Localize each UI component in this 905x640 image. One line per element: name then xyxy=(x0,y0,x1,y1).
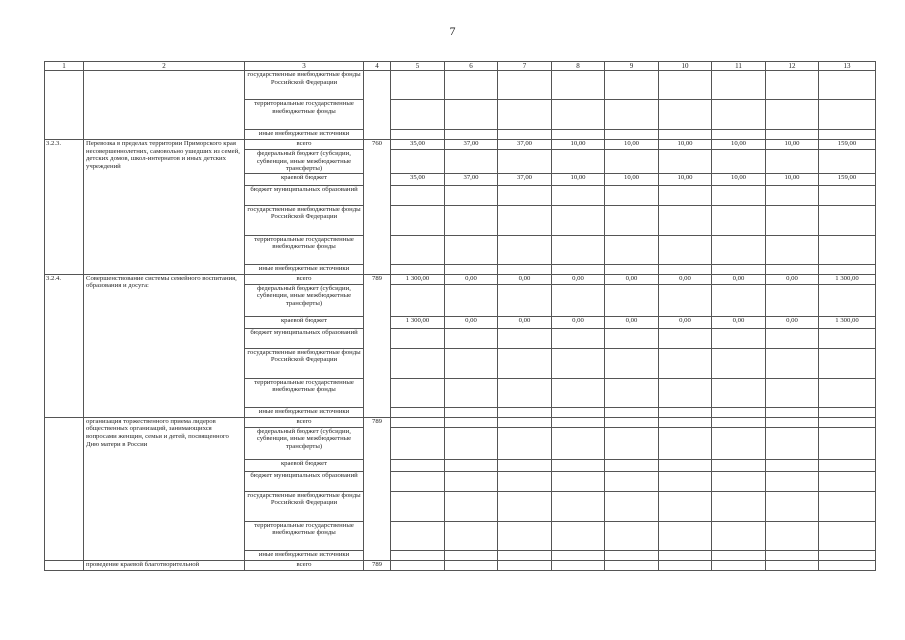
amount-cell xyxy=(445,427,498,459)
amount-cell: 10,00 xyxy=(552,173,605,185)
column-header-row xyxy=(45,62,876,71)
amount-cell xyxy=(712,185,766,205)
amount-cell xyxy=(819,550,876,560)
column-header: 13 xyxy=(819,62,876,71)
amount-cell xyxy=(712,264,766,274)
amount-cell xyxy=(819,407,876,417)
amount-cell: 0,00 xyxy=(659,274,712,284)
column-header: 6 xyxy=(445,62,498,71)
amount-cell xyxy=(445,417,498,427)
amount-cell: 37,00 xyxy=(445,140,498,150)
funding-source-cell: государственные внебюджетные фонды Российской Федерации xyxy=(245,348,364,378)
amount-cell xyxy=(445,407,498,417)
amount-cell xyxy=(766,328,819,348)
amount-cell xyxy=(659,264,712,274)
amount-cell: 0,00 xyxy=(605,274,659,284)
amount-cell xyxy=(498,417,552,427)
amount-cell xyxy=(498,235,552,264)
amount-cell xyxy=(605,185,659,205)
amount-cell xyxy=(391,407,445,417)
amount-cell xyxy=(766,521,819,550)
item-number-cell: 3.2.3. xyxy=(45,140,84,275)
amount-cell: 0,00 xyxy=(445,316,498,328)
amount-cell xyxy=(552,521,605,550)
amount-cell xyxy=(819,560,876,570)
amount-cell xyxy=(445,348,498,378)
amount-cell xyxy=(391,235,445,264)
funding-source-cell: всего xyxy=(245,140,364,150)
amount-cell xyxy=(819,348,876,378)
amount-cell: 10,00 xyxy=(659,173,712,185)
amount-cell xyxy=(445,328,498,348)
amount-cell xyxy=(445,150,498,174)
amount-cell xyxy=(391,328,445,348)
amount-cell xyxy=(498,560,552,570)
amount-cell xyxy=(766,560,819,570)
amount-cell xyxy=(391,71,445,100)
amount-cell xyxy=(498,130,552,140)
amount-cell xyxy=(445,185,498,205)
amount-cell xyxy=(659,550,712,560)
amount-cell xyxy=(498,100,552,130)
amount-cell xyxy=(552,284,605,316)
amount-cell xyxy=(445,235,498,264)
amount-cell xyxy=(552,560,605,570)
amount-cell xyxy=(391,471,445,491)
item-number-cell: 3.2.4. xyxy=(45,274,84,417)
amount-cell xyxy=(819,459,876,471)
amount-cell xyxy=(819,328,876,348)
amount-cell xyxy=(819,185,876,205)
table-row xyxy=(45,71,876,100)
amount-cell xyxy=(391,348,445,378)
amount-cell: 159,00 xyxy=(819,173,876,185)
amount-cell xyxy=(498,185,552,205)
amount-cell xyxy=(445,130,498,140)
amount-cell: 10,00 xyxy=(712,173,766,185)
item-number-cell xyxy=(45,560,84,570)
amount-cell xyxy=(712,407,766,417)
column-header: 4 xyxy=(364,62,391,71)
funding-source-cell: федеральный бюджет (субсидии, субвенции, иные межбюджетные трансферты) xyxy=(245,427,364,459)
funding-source-cell: иные внебюджетные источники xyxy=(245,130,364,140)
amount-cell xyxy=(659,407,712,417)
amount-cell xyxy=(498,459,552,471)
amount-cell xyxy=(712,427,766,459)
column-header: 8 xyxy=(552,62,605,71)
amount-cell xyxy=(819,71,876,100)
amount-cell xyxy=(819,130,876,140)
amount-cell xyxy=(498,71,552,100)
table-row xyxy=(45,140,876,150)
amount-cell xyxy=(766,348,819,378)
amount-cell xyxy=(659,491,712,521)
amount-cell xyxy=(712,550,766,560)
amount-cell xyxy=(819,417,876,427)
amount-cell xyxy=(391,264,445,274)
amount-cell xyxy=(391,550,445,560)
amount-cell: 0,00 xyxy=(766,274,819,284)
executor-code-cell xyxy=(364,71,391,140)
funding-source-cell: краевой бюджет xyxy=(245,459,364,471)
funding-source-cell: краевой бюджет xyxy=(245,316,364,328)
table-row xyxy=(45,417,876,427)
activity-name-cell: Перевозка в пределах территории Приморского края несовершеннолетних, самовольно ушедших из семей, детских домов, школ-интернатов и иных детских учреждений xyxy=(84,140,245,275)
amount-cell xyxy=(605,378,659,407)
amount-cell xyxy=(659,427,712,459)
amount-cell xyxy=(445,491,498,521)
amount-cell xyxy=(659,235,712,264)
amount-cell xyxy=(712,150,766,174)
amount-cell xyxy=(445,71,498,100)
amount-cell xyxy=(445,100,498,130)
amount-cell xyxy=(445,264,498,274)
amount-cell xyxy=(819,235,876,264)
amount-cell xyxy=(712,459,766,471)
amount-cell xyxy=(819,264,876,274)
amount-cell xyxy=(391,185,445,205)
amount-cell xyxy=(391,491,445,521)
amount-cell: 37,00 xyxy=(498,140,552,150)
amount-cell xyxy=(391,459,445,471)
amount-cell xyxy=(391,427,445,459)
amount-cell: 10,00 xyxy=(605,140,659,150)
amount-cell xyxy=(498,328,552,348)
amount-cell xyxy=(659,205,712,235)
amount-cell xyxy=(659,471,712,491)
amount-cell xyxy=(605,100,659,130)
amount-cell xyxy=(605,264,659,274)
amount-cell: 0,00 xyxy=(445,274,498,284)
funding-source-cell: бюджет муниципальных образований xyxy=(245,471,364,491)
funding-source-cell: территориальные государственные внебюджетные фонды xyxy=(245,235,364,264)
funding-source-cell: государственные внебюджетные фонды Российской Федерации xyxy=(245,491,364,521)
amount-cell xyxy=(766,417,819,427)
amount-cell xyxy=(552,427,605,459)
amount-cell xyxy=(659,284,712,316)
amount-cell xyxy=(498,264,552,274)
amount-cell: 1 300,00 xyxy=(391,316,445,328)
amount-cell xyxy=(766,378,819,407)
amount-cell xyxy=(498,521,552,550)
amount-cell xyxy=(498,284,552,316)
amount-cell xyxy=(712,348,766,378)
column-header: 10 xyxy=(659,62,712,71)
amount-cell xyxy=(766,284,819,316)
amount-cell xyxy=(766,130,819,140)
column-header: 3 xyxy=(245,62,364,71)
amount-cell xyxy=(712,284,766,316)
amount-cell: 0,00 xyxy=(659,316,712,328)
amount-cell xyxy=(391,560,445,570)
amount-cell xyxy=(819,150,876,174)
column-header: 12 xyxy=(766,62,819,71)
amount-cell xyxy=(712,471,766,491)
amount-cell xyxy=(605,471,659,491)
amount-cell xyxy=(391,417,445,427)
amount-cell xyxy=(605,150,659,174)
amount-cell xyxy=(391,150,445,174)
amount-cell xyxy=(712,417,766,427)
amount-cell xyxy=(605,550,659,560)
amount-cell xyxy=(552,491,605,521)
amount-cell xyxy=(605,235,659,264)
amount-cell: 10,00 xyxy=(552,140,605,150)
amount-cell xyxy=(391,521,445,550)
amount-cell xyxy=(605,491,659,521)
amount-cell xyxy=(552,459,605,471)
funding-source-cell: территориальные государственные внебюджетные фонды xyxy=(245,378,364,407)
amount-cell xyxy=(766,100,819,130)
column-header: 1 xyxy=(45,62,84,71)
activity-name-cell xyxy=(84,71,245,140)
amount-cell xyxy=(605,459,659,471)
amount-cell xyxy=(659,328,712,348)
activity-name-cell: проведение краевой благотворительной xyxy=(84,560,245,570)
amount-cell: 0,00 xyxy=(712,274,766,284)
amount-cell xyxy=(552,328,605,348)
amount-cell: 10,00 xyxy=(605,173,659,185)
amount-cell xyxy=(659,150,712,174)
funding-source-cell: бюджет муниципальных образований xyxy=(245,328,364,348)
amount-cell: 10,00 xyxy=(766,173,819,185)
item-number-cell xyxy=(45,417,84,560)
amount-cell xyxy=(498,491,552,521)
amount-cell xyxy=(712,205,766,235)
amount-cell xyxy=(766,491,819,521)
amount-cell xyxy=(766,407,819,417)
amount-cell xyxy=(605,71,659,100)
funding-source-cell: краевой бюджет xyxy=(245,173,364,185)
amount-cell xyxy=(552,378,605,407)
amount-cell: 0,00 xyxy=(498,316,552,328)
amount-cell xyxy=(445,459,498,471)
amount-cell xyxy=(498,471,552,491)
amount-cell xyxy=(766,427,819,459)
amount-cell xyxy=(391,100,445,130)
amount-cell xyxy=(552,71,605,100)
activity-name-cell: организация торжественного приема лидеров общественных организаций, занимающихся вопросами женщин, семьи и детей, посвященного Дню матери в России xyxy=(84,417,245,560)
amount-cell xyxy=(659,348,712,378)
amount-cell xyxy=(819,205,876,235)
amount-cell xyxy=(552,471,605,491)
amount-cell xyxy=(712,378,766,407)
amount-cell: 10,00 xyxy=(712,140,766,150)
funding-source-cell: бюджет муниципальных образований xyxy=(245,185,364,205)
page-number: 7 xyxy=(449,24,456,38)
amount-cell xyxy=(552,407,605,417)
funding-source-cell: всего xyxy=(245,274,364,284)
amount-cell: 35,00 xyxy=(391,140,445,150)
funding-source-cell: территориальные государственные внебюджетные фонды xyxy=(245,100,364,130)
amount-cell xyxy=(712,71,766,100)
amount-cell xyxy=(391,284,445,316)
amount-cell xyxy=(391,130,445,140)
table-row xyxy=(45,274,876,284)
column-header: 11 xyxy=(712,62,766,71)
amount-cell: 37,00 xyxy=(445,173,498,185)
amount-cell xyxy=(445,550,498,560)
amount-cell xyxy=(605,130,659,140)
amount-cell xyxy=(712,491,766,521)
amount-cell xyxy=(712,235,766,264)
amount-cell: 1 300,00 xyxy=(819,316,876,328)
amount-cell xyxy=(605,348,659,378)
amount-cell xyxy=(712,560,766,570)
amount-cell xyxy=(605,427,659,459)
amount-cell xyxy=(659,560,712,570)
amount-cell xyxy=(445,378,498,407)
item-number-cell xyxy=(45,71,84,140)
amount-cell xyxy=(498,550,552,560)
amount-cell xyxy=(552,100,605,130)
amount-cell xyxy=(766,185,819,205)
amount-cell xyxy=(498,378,552,407)
amount-cell xyxy=(552,235,605,264)
amount-cell xyxy=(659,459,712,471)
amount-cell xyxy=(819,521,876,550)
column-header: 5 xyxy=(391,62,445,71)
amount-cell xyxy=(605,521,659,550)
funding-source-cell: территориальные государственные внебюджетные фонды xyxy=(245,521,364,550)
amount-cell xyxy=(712,130,766,140)
amount-cell xyxy=(445,521,498,550)
funding-source-cell: всего xyxy=(245,417,364,427)
amount-cell xyxy=(605,205,659,235)
amount-cell xyxy=(659,185,712,205)
amount-cell: 1 300,00 xyxy=(819,274,876,284)
funding-source-cell: иные внебюджетные источники xyxy=(245,264,364,274)
amount-cell: 0,00 xyxy=(498,274,552,284)
amount-cell xyxy=(552,348,605,378)
column-header: 7 xyxy=(498,62,552,71)
amount-cell xyxy=(445,471,498,491)
funding-source-cell: федеральный бюджет (субсидии, субвенции, иные межбюджетные трансферты) xyxy=(245,150,364,174)
amount-cell xyxy=(659,521,712,550)
amount-cell xyxy=(552,417,605,427)
amount-cell xyxy=(498,150,552,174)
amount-cell: 35,00 xyxy=(391,173,445,185)
amount-cell xyxy=(766,235,819,264)
executor-code-cell: 789 xyxy=(364,274,391,417)
amount-cell xyxy=(766,150,819,174)
funding-source-cell: всего xyxy=(245,560,364,570)
amount-cell xyxy=(552,150,605,174)
amount-cell xyxy=(498,407,552,417)
amount-cell xyxy=(605,417,659,427)
amount-cell xyxy=(819,378,876,407)
amount-cell xyxy=(391,378,445,407)
amount-cell xyxy=(819,427,876,459)
executor-code-cell: 789 xyxy=(364,417,391,560)
amount-cell xyxy=(605,560,659,570)
amount-cell xyxy=(766,550,819,560)
amount-cell xyxy=(391,205,445,235)
funding-source-cell: государственные внебюджетные фонды Российской Федерации xyxy=(245,71,364,100)
amount-cell xyxy=(659,100,712,130)
amount-cell: 0,00 xyxy=(766,316,819,328)
amount-cell: 10,00 xyxy=(659,140,712,150)
amount-cell xyxy=(552,264,605,274)
amount-cell xyxy=(819,491,876,521)
amount-cell: 10,00 xyxy=(766,140,819,150)
amount-cell xyxy=(819,100,876,130)
amount-cell xyxy=(552,130,605,140)
executor-code-cell: 760 xyxy=(364,140,391,275)
amount-cell xyxy=(498,427,552,459)
amount-cell xyxy=(659,378,712,407)
activity-name-cell: Совершенствование системы семейного воспитания, образования и досуга: xyxy=(84,274,245,417)
funding-source-cell: федеральный бюджет (субсидии, субвенции, иные межбюджетные трансферты) xyxy=(245,284,364,316)
amount-cell xyxy=(659,417,712,427)
amount-cell xyxy=(445,284,498,316)
amount-cell xyxy=(766,459,819,471)
funding-source-cell: государственные внебюджетные фонды Российской Федерации xyxy=(245,205,364,235)
amount-cell xyxy=(712,328,766,348)
amount-cell xyxy=(659,130,712,140)
amount-cell xyxy=(605,284,659,316)
table-row xyxy=(45,560,876,570)
amount-cell xyxy=(712,521,766,550)
amount-cell xyxy=(712,100,766,130)
amount-cell xyxy=(445,560,498,570)
amount-cell xyxy=(552,205,605,235)
amount-cell: 0,00 xyxy=(605,316,659,328)
amount-cell xyxy=(766,264,819,274)
amount-cell: 0,00 xyxy=(552,274,605,284)
amount-cell xyxy=(659,71,712,100)
amount-cell: 0,00 xyxy=(712,316,766,328)
amount-cell xyxy=(445,205,498,235)
funding-source-cell: иные внебюджетные источники xyxy=(245,407,364,417)
funding-source-cell: иные внебюджетные источники xyxy=(245,550,364,560)
column-header: 2 xyxy=(84,62,245,71)
amount-cell xyxy=(766,471,819,491)
amount-cell xyxy=(552,185,605,205)
amount-cell: 37,00 xyxy=(498,173,552,185)
amount-cell xyxy=(766,205,819,235)
budget-table xyxy=(44,61,876,571)
amount-cell xyxy=(498,348,552,378)
amount-cell xyxy=(552,550,605,560)
amount-cell xyxy=(605,328,659,348)
amount-cell: 0,00 xyxy=(552,316,605,328)
amount-cell xyxy=(819,471,876,491)
column-header: 9 xyxy=(605,62,659,71)
amount-cell xyxy=(766,71,819,100)
amount-cell xyxy=(819,284,876,316)
amount-cell xyxy=(498,205,552,235)
amount-cell xyxy=(605,407,659,417)
amount-cell: 1 300,00 xyxy=(391,274,445,284)
executor-code-cell: 789 xyxy=(364,560,391,570)
amount-cell: 159,00 xyxy=(819,140,876,150)
